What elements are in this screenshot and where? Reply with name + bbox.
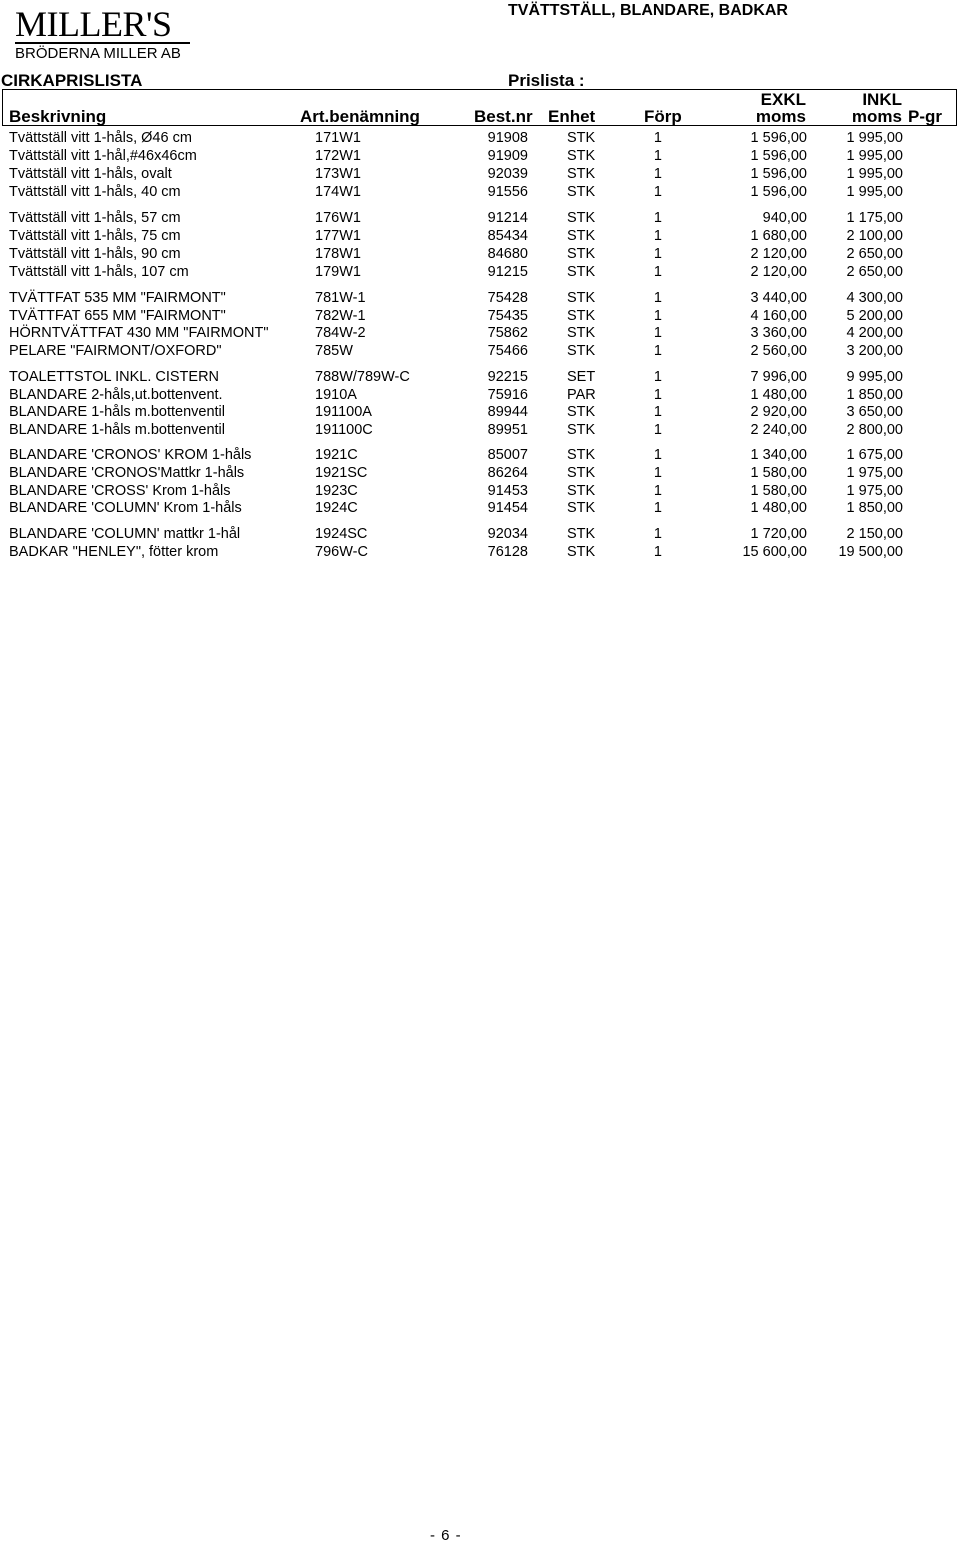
table-row	[0, 324, 960, 342]
cell-art: 177W1	[315, 228, 361, 244]
header-enhet: Enhet	[548, 107, 596, 126]
cell-forp: 1	[653, 228, 662, 244]
cell-inkl-moms: 2 150,00	[846, 526, 903, 542]
cell-inkl-moms: 1 175,00	[846, 210, 903, 226]
cell-art: 784W-2	[315, 325, 366, 341]
cell-enhet: STK	[567, 465, 596, 481]
table-row	[0, 209, 960, 227]
cell-bestnr: 84680	[487, 246, 528, 262]
cell-inkl-moms: 1 995,00	[846, 130, 903, 146]
cell-forp: 1	[653, 246, 662, 262]
cell-enhet: STK	[567, 343, 596, 359]
cell-art: 191100C	[315, 422, 373, 438]
cell-forp: 1	[653, 210, 662, 226]
cell-bestnr: 75466	[487, 343, 528, 359]
page-number: - 6 -	[430, 1527, 462, 1544]
header-artbenamning: Art.benämning	[300, 107, 420, 126]
cell-description: BLANDARE 1-håls m.bottenventil	[9, 404, 225, 420]
cell-exkl-moms: 2 240,00	[750, 422, 807, 438]
header-inkl-top: INKL	[862, 90, 902, 109]
cell-exkl-moms: 1 580,00	[750, 465, 807, 481]
logo-subtitle: BRÖDERNA MILLER AB	[15, 45, 181, 62]
cell-description: Tvättställ vitt 1-håls, 107 cm	[9, 264, 189, 280]
cell-art: 178W1	[315, 246, 361, 262]
cell-description: PELARE "FAIRMONT/OXFORD"	[9, 343, 222, 359]
cell-inkl-moms: 1 975,00	[846, 483, 903, 499]
header-forp: Förp	[644, 107, 682, 126]
cell-bestnr: 91909	[487, 148, 528, 164]
cell-forp: 1	[653, 130, 662, 146]
cell-description: TOALETTSTOL INKL. CISTERN	[9, 369, 220, 385]
table-row	[0, 307, 960, 325]
cell-description: BLANDARE 1-håls m.bottenventil	[9, 422, 225, 438]
cell-bestnr: 75435	[487, 308, 528, 324]
cell-inkl-moms: 4 200,00	[846, 325, 903, 341]
cell-description: Tvättställ vitt 1-hål,#46x46cm	[9, 148, 197, 164]
cell-inkl-moms: 4 300,00	[846, 290, 903, 306]
table-row	[0, 543, 960, 561]
cell-inkl-moms: 1 975,00	[846, 465, 903, 481]
cell-enhet: PAR	[567, 387, 596, 403]
cell-forp: 1	[653, 166, 662, 182]
cell-bestnr: 91556	[487, 184, 528, 200]
table-row	[0, 289, 960, 307]
cell-description: BLANDARE 'COLUMN' Krom 1-håls	[9, 500, 242, 516]
cell-art: 176W1	[315, 210, 361, 226]
cell-art: 1910A	[315, 387, 357, 403]
cell-enhet: STK	[567, 500, 596, 516]
cell-exkl-moms: 3 440,00	[750, 290, 807, 306]
cell-exkl-moms: 940,00	[762, 210, 807, 226]
cell-description: Tvättställ vitt 1-håls, 40 cm	[9, 184, 181, 200]
cell-description: BLANDARE 'CROSS' Krom 1-håls	[9, 483, 231, 499]
cell-enhet: SET	[567, 369, 596, 385]
cell-enhet: STK	[567, 184, 596, 200]
header-beskrivning: Beskrivning	[9, 107, 107, 126]
cell-forp: 1	[653, 500, 662, 516]
logo-underline	[15, 42, 190, 44]
table-row	[0, 446, 960, 464]
cell-exkl-moms: 1 580,00	[750, 483, 807, 499]
cell-inkl-moms: 2 650,00	[846, 264, 903, 280]
cell-bestnr: 92034	[487, 526, 528, 542]
cell-inkl-moms: 3 650,00	[846, 404, 903, 420]
cell-description: BLANDARE 'CRONOS' KROM 1-håls	[9, 447, 252, 463]
cell-enhet: STK	[567, 130, 596, 146]
cell-exkl-moms: 2 120,00	[750, 264, 807, 280]
table-row	[0, 342, 960, 360]
cell-enhet: STK	[567, 264, 596, 280]
cell-exkl-moms: 1 480,00	[750, 387, 807, 403]
cell-exkl-moms: 2 560,00	[750, 343, 807, 359]
cell-enhet: STK	[567, 308, 596, 324]
cell-bestnr: 85007	[487, 447, 528, 463]
cell-art: 796W-C	[315, 544, 368, 560]
cell-inkl-moms: 2 800,00	[846, 422, 903, 438]
cell-bestnr: 75916	[487, 387, 528, 403]
table-row	[0, 263, 960, 281]
cell-enhet: STK	[567, 544, 596, 560]
cell-art: 191100A	[315, 404, 372, 420]
cell-bestnr: 89951	[487, 422, 528, 438]
cell-exkl-moms: 1 596,00	[750, 166, 807, 182]
cell-bestnr: 89944	[487, 404, 528, 420]
prislista-label: Prislista :	[508, 71, 585, 90]
cell-forp: 1	[653, 184, 662, 200]
cell-art: 172W1	[315, 148, 361, 164]
cell-enhet: STK	[567, 325, 596, 341]
table-row	[0, 129, 960, 147]
cell-exkl-moms: 1 720,00	[750, 526, 807, 542]
cell-exkl-moms: 1 596,00	[750, 148, 807, 164]
cell-inkl-moms: 1 995,00	[846, 166, 903, 182]
cell-forp: 1	[653, 325, 662, 341]
table-row	[0, 525, 960, 543]
cell-exkl-moms: 7 996,00	[750, 369, 807, 385]
header-pgr: P-gr	[908, 107, 942, 126]
cell-forp: 1	[653, 387, 662, 403]
section-title: TVÄTTSTÄLL, BLANDARE, BADKAR	[508, 2, 788, 19]
cell-exkl-moms: 3 360,00	[750, 325, 807, 341]
cell-art: 1921SC	[315, 465, 368, 481]
cell-bestnr: 92215	[487, 369, 528, 385]
cell-description: BLANDARE 2-håls,ut.bottenvent.	[9, 387, 223, 403]
cell-bestnr: 76128	[487, 544, 528, 560]
table-row	[0, 227, 960, 245]
cell-forp: 1	[653, 148, 662, 164]
cell-enhet: STK	[567, 166, 596, 182]
cell-art: 1923C	[315, 483, 358, 499]
cell-art: 1921C	[315, 447, 358, 463]
cell-art: 1924C	[315, 500, 358, 516]
logo-wordmark: MILLER'S	[15, 4, 172, 44]
cell-description: TVÄTTFAT 535 MM "FAIRMONT"	[9, 290, 226, 306]
cell-bestnr: 92039	[487, 166, 528, 182]
cell-exkl-moms: 4 160,00	[750, 308, 807, 324]
table-row	[0, 482, 960, 500]
table-row	[0, 165, 960, 183]
table-row	[0, 147, 960, 165]
cell-enhet: STK	[567, 404, 596, 420]
cell-bestnr: 85434	[487, 228, 528, 244]
cell-enhet: STK	[567, 447, 596, 463]
cell-forp: 1	[653, 264, 662, 280]
cell-art: 785W	[315, 343, 353, 359]
cell-exkl-moms: 1 480,00	[750, 500, 807, 516]
cell-bestnr: 91908	[487, 130, 528, 146]
table-row	[0, 464, 960, 482]
cell-description: BLANDARE 'COLUMN' mattkr 1-hål	[9, 526, 241, 542]
cell-exkl-moms: 1 596,00	[750, 184, 807, 200]
table-row	[0, 245, 960, 263]
cell-bestnr: 91215	[487, 264, 528, 280]
cell-inkl-moms: 3 200,00	[846, 343, 903, 359]
cell-bestnr: 75862	[487, 325, 528, 341]
cell-forp: 1	[653, 343, 662, 359]
cell-inkl-moms: 5 200,00	[846, 308, 903, 324]
cell-enhet: STK	[567, 246, 596, 262]
cell-forp: 1	[653, 404, 662, 420]
cell-exkl-moms: 1 596,00	[750, 130, 807, 146]
cell-enhet: STK	[567, 210, 596, 226]
cell-inkl-moms: 1 675,00	[846, 447, 903, 463]
cell-bestnr: 91454	[487, 500, 528, 516]
header-inkl-bottom: moms	[851, 107, 902, 126]
cell-art: 179W1	[315, 264, 361, 280]
cell-inkl-moms: 1 850,00	[846, 387, 903, 403]
cell-enhet: STK	[567, 228, 596, 244]
cell-art: 788W/789W-C	[315, 369, 410, 385]
cell-description: HÖRNTVÄTTFAT 430 MM "FAIRMONT"	[9, 325, 269, 341]
cell-description: Tvättställ vitt 1-håls, 90 cm	[9, 246, 181, 262]
cell-enhet: STK	[567, 483, 596, 499]
cell-description: BADKAR "HENLEY", fötter krom	[9, 544, 219, 560]
cell-exkl-moms: 2 120,00	[750, 246, 807, 262]
cell-forp: 1	[653, 422, 662, 438]
cell-inkl-moms: 2 100,00	[846, 228, 903, 244]
cell-inkl-moms: 2 650,00	[846, 246, 903, 262]
table-row	[0, 386, 960, 404]
header-exkl-bottom: moms	[755, 107, 806, 126]
cell-exkl-moms: 1 680,00	[750, 228, 807, 244]
cell-art: 1924SC	[315, 526, 368, 542]
document-type: CIRKAPRISLISTA	[1, 71, 143, 90]
cell-exkl-moms: 2 920,00	[750, 404, 807, 420]
cell-forp: 1	[653, 308, 662, 324]
header-bestnr: Best.nr	[474, 107, 533, 126]
cell-inkl-moms: 1 995,00	[846, 184, 903, 200]
cell-inkl-moms: 19 500,00	[838, 544, 903, 560]
cell-art: 171W1	[315, 130, 361, 146]
cell-art: 781W-1	[315, 290, 366, 306]
cell-forp: 1	[653, 483, 662, 499]
cell-description: TVÄTTFAT 655 MM "FAIRMONT"	[9, 308, 226, 324]
table-row	[0, 421, 960, 439]
cell-enhet: STK	[567, 148, 596, 164]
cell-description: Tvättställ vitt 1-håls, Ø46 cm	[9, 130, 192, 146]
cell-inkl-moms: 9 995,00	[846, 369, 903, 385]
cell-inkl-moms: 1 850,00	[846, 500, 903, 516]
cell-enhet: STK	[567, 290, 596, 306]
cell-art: 782W-1	[315, 308, 366, 324]
header-exkl-top: EXKL	[760, 90, 806, 109]
cell-art: 173W1	[315, 166, 361, 182]
cell-bestnr: 91214	[487, 210, 528, 226]
cell-forp: 1	[653, 447, 662, 463]
cell-enhet: STK	[567, 422, 596, 438]
cell-forp: 1	[653, 544, 662, 560]
cell-exkl-moms: 1 340,00	[750, 447, 807, 463]
cell-art: 174W1	[315, 184, 361, 200]
cell-forp: 1	[653, 465, 662, 481]
cell-bestnr: 91453	[487, 483, 528, 499]
cell-description: BLANDARE 'CRONOS'Mattkr 1-håls	[9, 465, 245, 481]
cell-bestnr: 86264	[487, 465, 528, 481]
cell-enhet: STK	[567, 526, 596, 542]
cell-forp: 1	[653, 290, 662, 306]
table-row	[0, 183, 960, 201]
cell-description: Tvättställ vitt 1-håls, 57 cm	[9, 210, 181, 226]
cell-description: Tvättställ vitt 1-håls, 75 cm	[9, 228, 181, 244]
cell-inkl-moms: 1 995,00	[846, 148, 903, 164]
table-row	[0, 403, 960, 421]
cell-description: Tvättställ vitt 1-håls, ovalt	[9, 166, 172, 182]
cell-bestnr: 75428	[487, 290, 528, 306]
cell-forp: 1	[653, 369, 662, 385]
cell-exkl-moms: 15 600,00	[742, 544, 807, 560]
table-row	[0, 368, 960, 386]
cell-forp: 1	[653, 526, 662, 542]
table-row	[0, 499, 960, 517]
